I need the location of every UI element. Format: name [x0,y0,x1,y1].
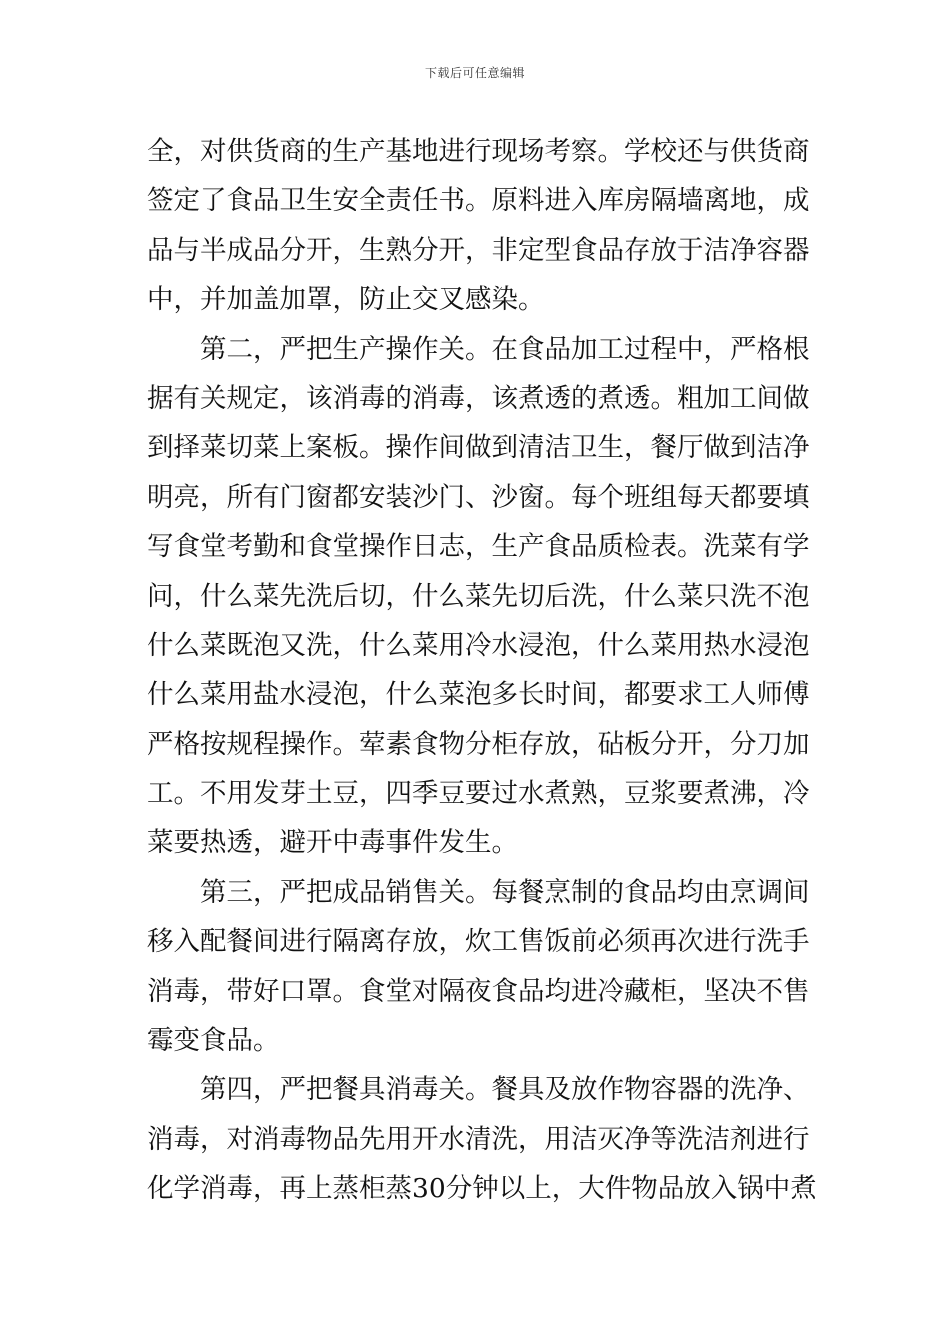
text-line: 菜要热透，避开中毒事件发生。 [147,827,518,859]
text-line: 品与半成品分开，生熟分开，非定型食品存放于洁净容器 [147,234,810,266]
text-line: 严格按规程操作。荤素食物分柜存放，砧板分开，分刀加 [147,728,810,760]
text-line: 签定了食品卫生安全责任书。原料进入库房隔墙离地，成 [147,185,810,217]
text-line: 工。不用发芽土豆，四季豆要过水煮熟，豆浆要煮沸，冷 [147,778,810,810]
text-line: 消毒，对消毒物品先用开水清洗，用洁灭净等洗洁剂进行 [147,1123,810,1155]
text-line: 移入配餐间进行隔离存放，炊工售饭前必须再次进行洗手 [147,926,810,958]
page-header: 下载后可任意编辑 [424,66,525,80]
text-line: 什么菜既泡又洗，什么菜用冷水浸泡，什么菜用热水浸泡 [147,629,810,661]
text-line: 据有关规定，该消毒的消毒，该煮透的煮透。粗加工间做 [147,382,810,414]
text-line: 霉变食品。 [147,1025,280,1057]
text-line: 中，并加盖加罩，防止交叉感染。 [147,284,545,316]
text-line: 问，什么菜先洗后切，什么菜先切后洗，什么菜只洗不泡 [147,580,810,612]
text-line: 明亮，所有门窗都安装沙门、沙窗。每个班组每天都要填 [147,481,810,513]
paragraph-start-line: 第三，严把成品销售关。每餐烹制的食品均由烹调间 [200,876,810,908]
text-line: 化学消毒，再上蒸柜蒸30分钟以上，大件物品放入锅中煮 [147,1173,817,1205]
text-line: 什么菜用盐水浸泡，什么菜泡多长时间，都要求工人师傅 [147,679,810,711]
paragraph-start-line: 第四，严把餐具消毒关。餐具及放作物容器的洗净、 [200,1074,810,1106]
text-line: 全，对供货商的生产基地进行现场考察。学校还与供货商 [147,136,810,167]
paragraph-start-line: 第二，严把生产操作关。在食品加工过程中，严格根 [200,333,810,365]
text-line: 到择菜切菜上案板。操作间做到清洁卫生，餐厅做到洁净 [147,432,810,464]
document-body [147,127,817,1214]
text-line: 消毒，带好口罩。食堂对隔夜食品均进冷藏柜，坚决不售 [147,975,810,1007]
text-line: 写食堂考勤和食堂操作日志，生产食品质检表。洗菜有学 [147,531,810,563]
